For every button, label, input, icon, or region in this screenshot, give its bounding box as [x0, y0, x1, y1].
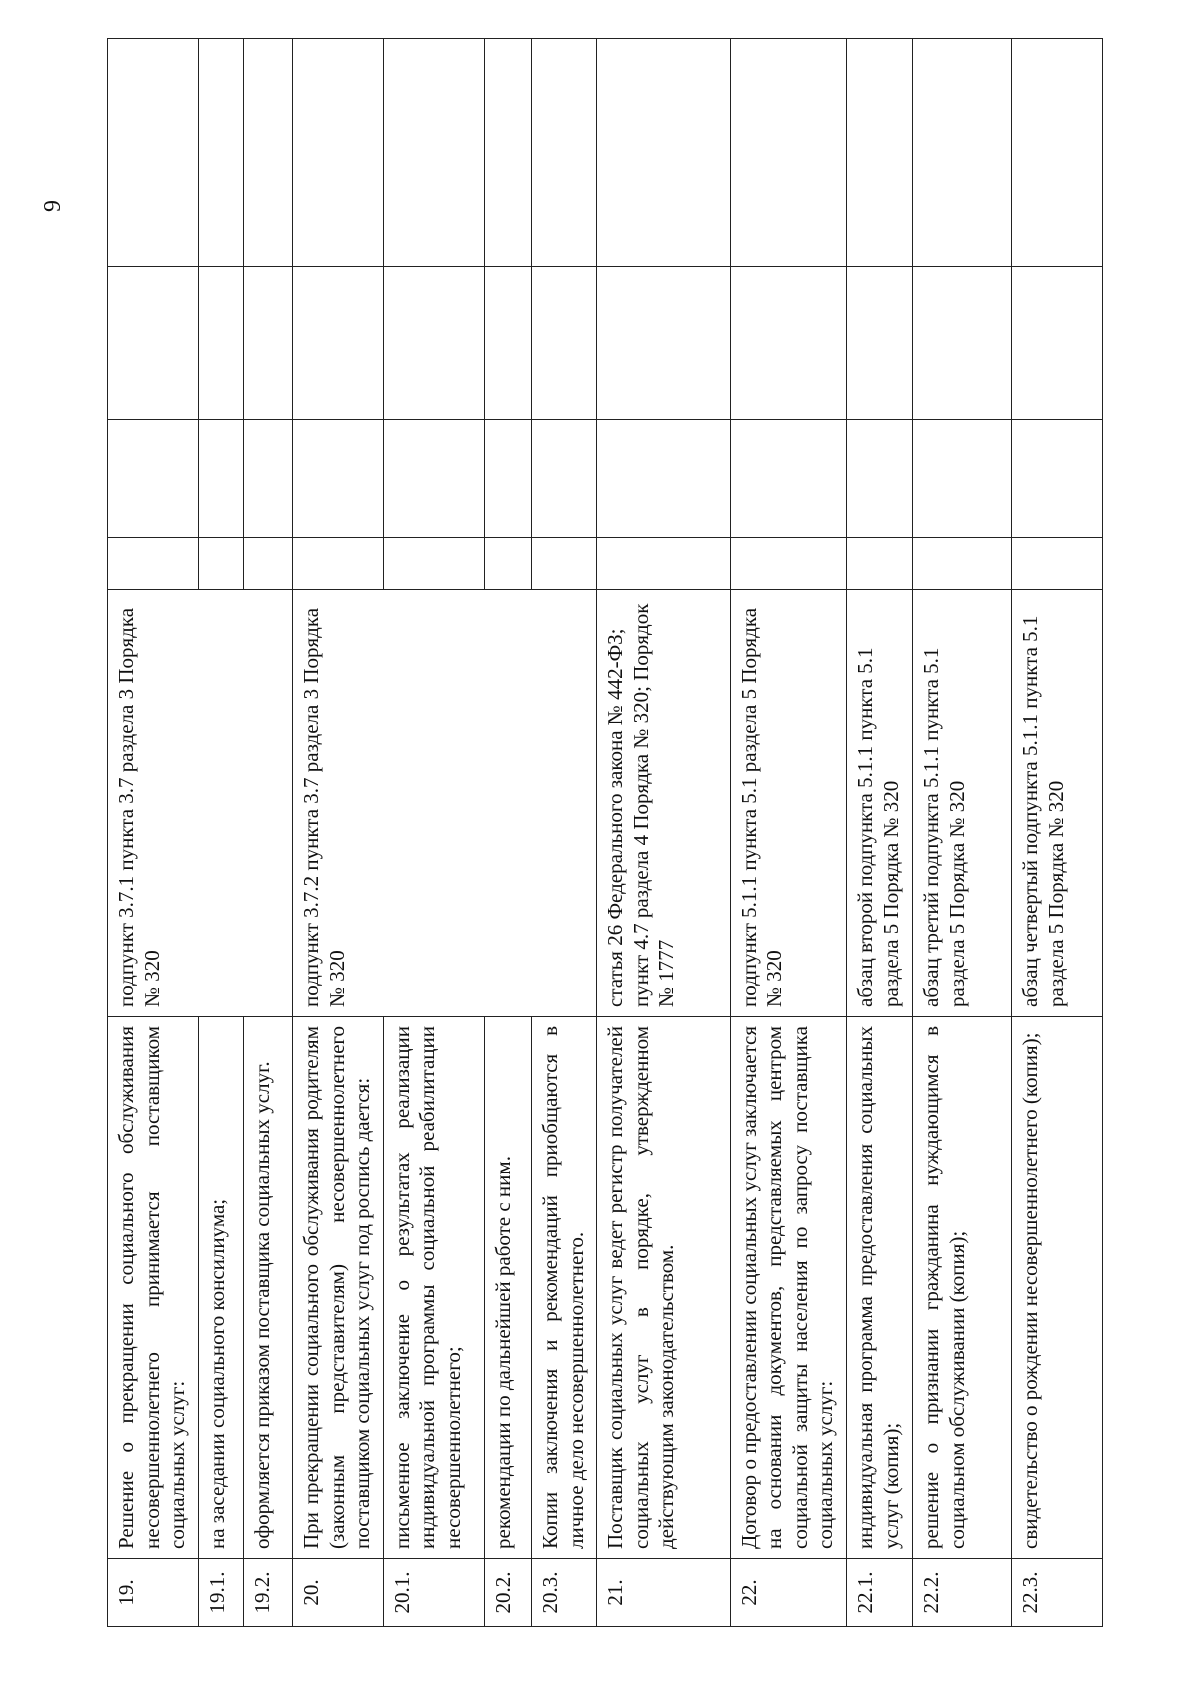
check-cell: [597, 39, 730, 267]
check-cell: [292, 420, 383, 538]
check-cell: [484, 267, 531, 420]
check-cell: [597, 538, 730, 590]
row-text: Копии заключения и рекомендаций приобщаются в личное дело несовершеннолетнего.: [532, 1017, 597, 1559]
table-row: [597, 39, 730, 1627]
row-number: 22.3.: [1011, 1559, 1102, 1627]
check-cell: [730, 538, 847, 590]
row-number: 22.: [730, 1559, 847, 1627]
check-cell: [484, 538, 531, 590]
check-cell: [244, 420, 293, 538]
requirements-table: [107, 38, 1103, 1627]
row-number: 19.: [108, 1559, 199, 1627]
table-row: [292, 39, 383, 1627]
row-text: Решение о прекращении социального обслуживания несовершеннолетнего принимается поставщиком социальных услуг:: [108, 1017, 199, 1559]
check-cell: [1011, 538, 1102, 590]
check-cell: [244, 267, 293, 420]
row-number: 20.3.: [532, 1559, 597, 1627]
row-reference: статья 26 Федерального закона № 442-ФЗ; пункт 4.7 раздела 4 Порядка № 320; Порядок № 1777: [597, 590, 730, 1017]
check-cell: [198, 538, 243, 590]
row-number: 20.: [292, 1559, 383, 1627]
check-cell: [1011, 267, 1102, 420]
row-text: Договор о предоставлении социальных услуг заключается на основании документов, представляемых центром социальной защиты населения по запросу поставщика социальных услуг:: [730, 1017, 847, 1559]
row-text: При прекращении социального обслуживания родителям (законным представителям) несовершеннолетнего поставщиком социальных услуг под роспись дается:: [292, 1017, 383, 1559]
row-text: индивидуальная программа предоставления социальных услуг (копия);: [847, 1017, 913, 1559]
check-cell: [383, 39, 484, 267]
check-cell: [1011, 420, 1102, 538]
check-cell: [108, 538, 199, 590]
check-cell: [383, 538, 484, 590]
row-number: 19.1.: [198, 1559, 243, 1627]
page-number: 9: [40, 200, 66, 212]
row-text: свидетельство о рождении несовершеннолетнего (копия);: [1011, 1017, 1102, 1559]
check-cell: [108, 267, 199, 420]
check-cell: [292, 267, 383, 420]
row-text: оформляется приказом поставщика социальных услуг.: [244, 1017, 293, 1559]
table-row: [1011, 39, 1102, 1627]
check-cell: [847, 267, 913, 420]
check-cell: [730, 267, 847, 420]
check-cell: [912, 538, 1011, 590]
rotated-table-container: [107, 39, 1103, 1627]
check-cell: [730, 420, 847, 538]
table-row: [847, 39, 913, 1627]
check-cell: [912, 267, 1011, 420]
check-cell: [912, 420, 1011, 538]
check-cell: [912, 39, 1011, 267]
row-number: 22.1.: [847, 1559, 913, 1627]
row-text: решение о признании гражданина нуждающимся в социальном обслуживании (копия);: [912, 1017, 1011, 1559]
check-cell: [244, 39, 293, 267]
check-cell: [847, 39, 913, 267]
check-cell: [244, 538, 293, 590]
row-reference: абзац третий подпункта 5.1.1 пункта 5.1 раздела 5 Порядка № 320: [912, 590, 1011, 1017]
row-text: рекомендации по дальнейшей работе с ним.: [484, 1017, 531, 1559]
check-cell: [730, 39, 847, 267]
check-cell: [108, 39, 199, 267]
check-cell: [292, 538, 383, 590]
table-row: [912, 39, 1011, 1627]
row-text: письменное заключение о результатах реализации индивидуальной программы социальной реабилитации несовершеннолетнего;: [383, 1017, 484, 1559]
check-cell: [532, 267, 597, 420]
check-cell: [532, 420, 597, 538]
check-cell: [532, 538, 597, 590]
row-reference: подпункт 3.7.1 пункта 3.7 раздела 3 Порядка № 320: [108, 590, 293, 1017]
check-cell: [383, 420, 484, 538]
row-text: на заседании социального консилиума;: [198, 1017, 243, 1559]
row-number: 20.1.: [383, 1559, 484, 1627]
check-cell: [292, 39, 383, 267]
row-number: 19.2.: [244, 1559, 293, 1627]
check-cell: [198, 420, 243, 538]
check-cell: [1011, 39, 1102, 267]
check-cell: [383, 267, 484, 420]
row-number: 21.: [597, 1559, 730, 1627]
check-cell: [108, 420, 199, 538]
check-cell: [198, 39, 243, 267]
check-cell: [198, 267, 243, 420]
row-reference: абзац четвертый подпункта 5.1.1 пункта 5.1 раздела 5 Порядка № 320: [1011, 590, 1102, 1017]
check-cell: [847, 538, 913, 590]
check-cell: [532, 39, 597, 267]
check-cell: [597, 420, 730, 538]
check-cell: [847, 420, 913, 538]
row-reference: подпункт 5.1.1 пункта 5.1 раздела 5 Порядка № 320: [730, 590, 847, 1017]
table-row: [730, 39, 847, 1627]
row-text: Поставщик социальных услуг ведет регистр получателей социальных услуг в порядке, утвержденном действующим законодательством.: [597, 1017, 730, 1559]
row-number: 20.2.: [484, 1559, 531, 1627]
check-cell: [484, 39, 531, 267]
row-number: 22.2.: [912, 1559, 1011, 1627]
row-reference: абзац второй подпункта 5.1.1 пункта 5.1 раздела 5 Порядка № 320: [847, 590, 913, 1017]
row-reference: подпункт 3.7.2 пункта 3.7 раздела 3 Порядка № 320: [292, 590, 596, 1017]
check-cell: [597, 267, 730, 420]
table-row: [108, 39, 199, 1627]
check-cell: [484, 420, 531, 538]
